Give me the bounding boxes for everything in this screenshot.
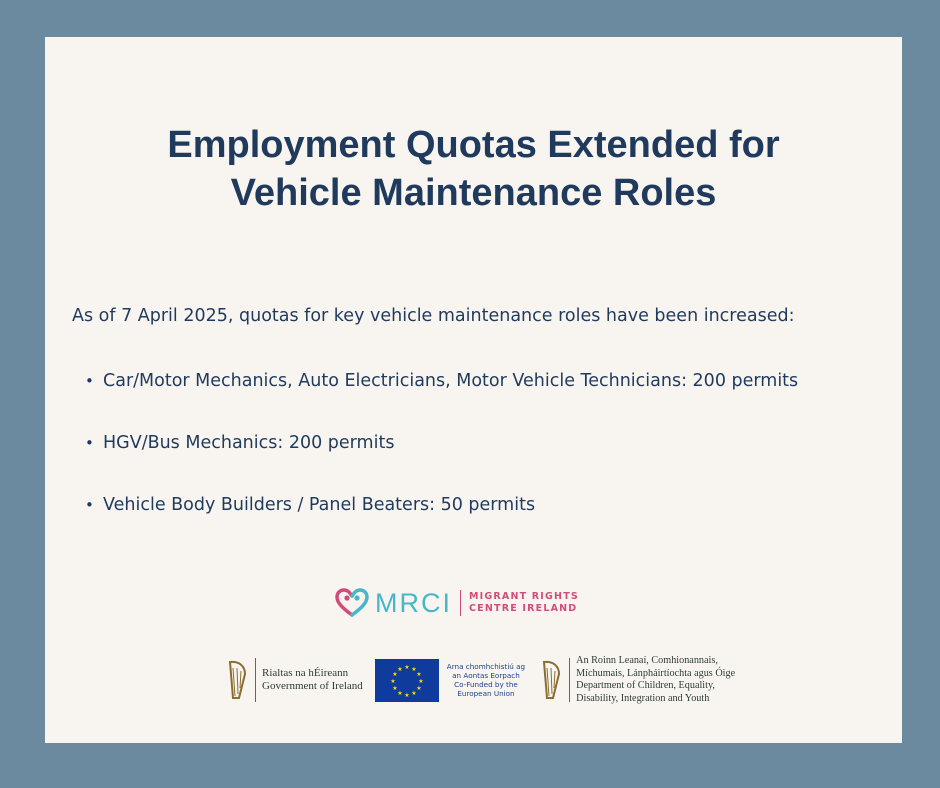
svg-text:★: ★ [411, 665, 417, 673]
bullet-icon: • [85, 372, 94, 390]
dept-line-2: Míchumais, Lánpháirtíochta agus Óige [576, 667, 736, 679]
svg-text:★: ★ [404, 663, 410, 671]
mrci-subtitle-line-2: CENTRE IRELAND [469, 603, 578, 614]
intro-text: As of 7 April 2025, quotas for key vehicle maintenance roles have been increased: [72, 306, 795, 326]
content-card [45, 37, 902, 743]
gov-line-2: Government of Ireland [262, 680, 363, 692]
svg-text:★: ★ [390, 677, 396, 685]
mrci-logo [335, 587, 579, 619]
bullet-icon: • [85, 434, 94, 452]
eu-line-1: Arna chomhchistiú ag [446, 662, 526, 671]
mrci-wordmark: MRCI [375, 587, 452, 618]
mrci-divider [460, 590, 461, 616]
svg-text:★: ★ [392, 684, 398, 692]
gov-ireland-label [262, 667, 363, 693]
gov-line-1: Rialtas na hÉireann [262, 667, 349, 679]
eu-flag-icon [375, 659, 439, 702]
list-item-text: HGV/Bus Mechanics: 200 permits [103, 433, 395, 453]
page-title [45, 121, 902, 217]
gov-divider [255, 658, 256, 702]
title-line-1: Employment Quotas Extended for [167, 124, 780, 166]
funder-logos [225, 657, 735, 703]
mrci-heart-icon [335, 588, 369, 618]
eu-line-3: Co-Funded by the [454, 680, 518, 689]
list-item [85, 432, 798, 494]
department-label [576, 655, 735, 705]
title-line-2: Vehicle Maintenance Roles [230, 172, 717, 214]
mrci-subtitle-line-1: MIGRANT RIGHTS [469, 591, 579, 602]
svg-text:★: ★ [418, 677, 424, 685]
svg-text:★: ★ [404, 691, 410, 699]
mrci-subtitle [469, 591, 579, 615]
dept-line-4: Disability, Integration and Youth [576, 692, 710, 704]
svg-text:★: ★ [392, 670, 398, 678]
svg-text:★: ★ [397, 689, 403, 697]
dept-divider [569, 658, 570, 702]
eu-line-4: European Union [457, 689, 515, 698]
eu-cofunded-label [447, 662, 525, 698]
quota-list [85, 370, 798, 556]
svg-text:★: ★ [397, 665, 403, 673]
dept-line-1: An Roinn Leanaí, Comhionannais, [576, 655, 718, 666]
eu-line-2: an Aontas Eorpach [452, 671, 520, 680]
list-item [85, 494, 798, 556]
harp-icon [539, 658, 563, 702]
bullet-icon: • [85, 496, 94, 514]
svg-text:★: ★ [416, 670, 422, 678]
dept-line-3: Department of Children, Equality, [576, 680, 715, 691]
harp-icon [225, 658, 249, 702]
svg-text:★: ★ [416, 684, 422, 692]
list-item [85, 370, 798, 432]
list-item-text: Vehicle Body Builders / Panel Beaters: 50 permits [103, 495, 536, 515]
svg-text:★: ★ [411, 689, 417, 697]
list-item-text: Car/Motor Mechanics, Auto Electricians, Motor Vehicle Technicians: 200 permits [103, 371, 799, 391]
eu-stars-icon [375, 659, 439, 702]
